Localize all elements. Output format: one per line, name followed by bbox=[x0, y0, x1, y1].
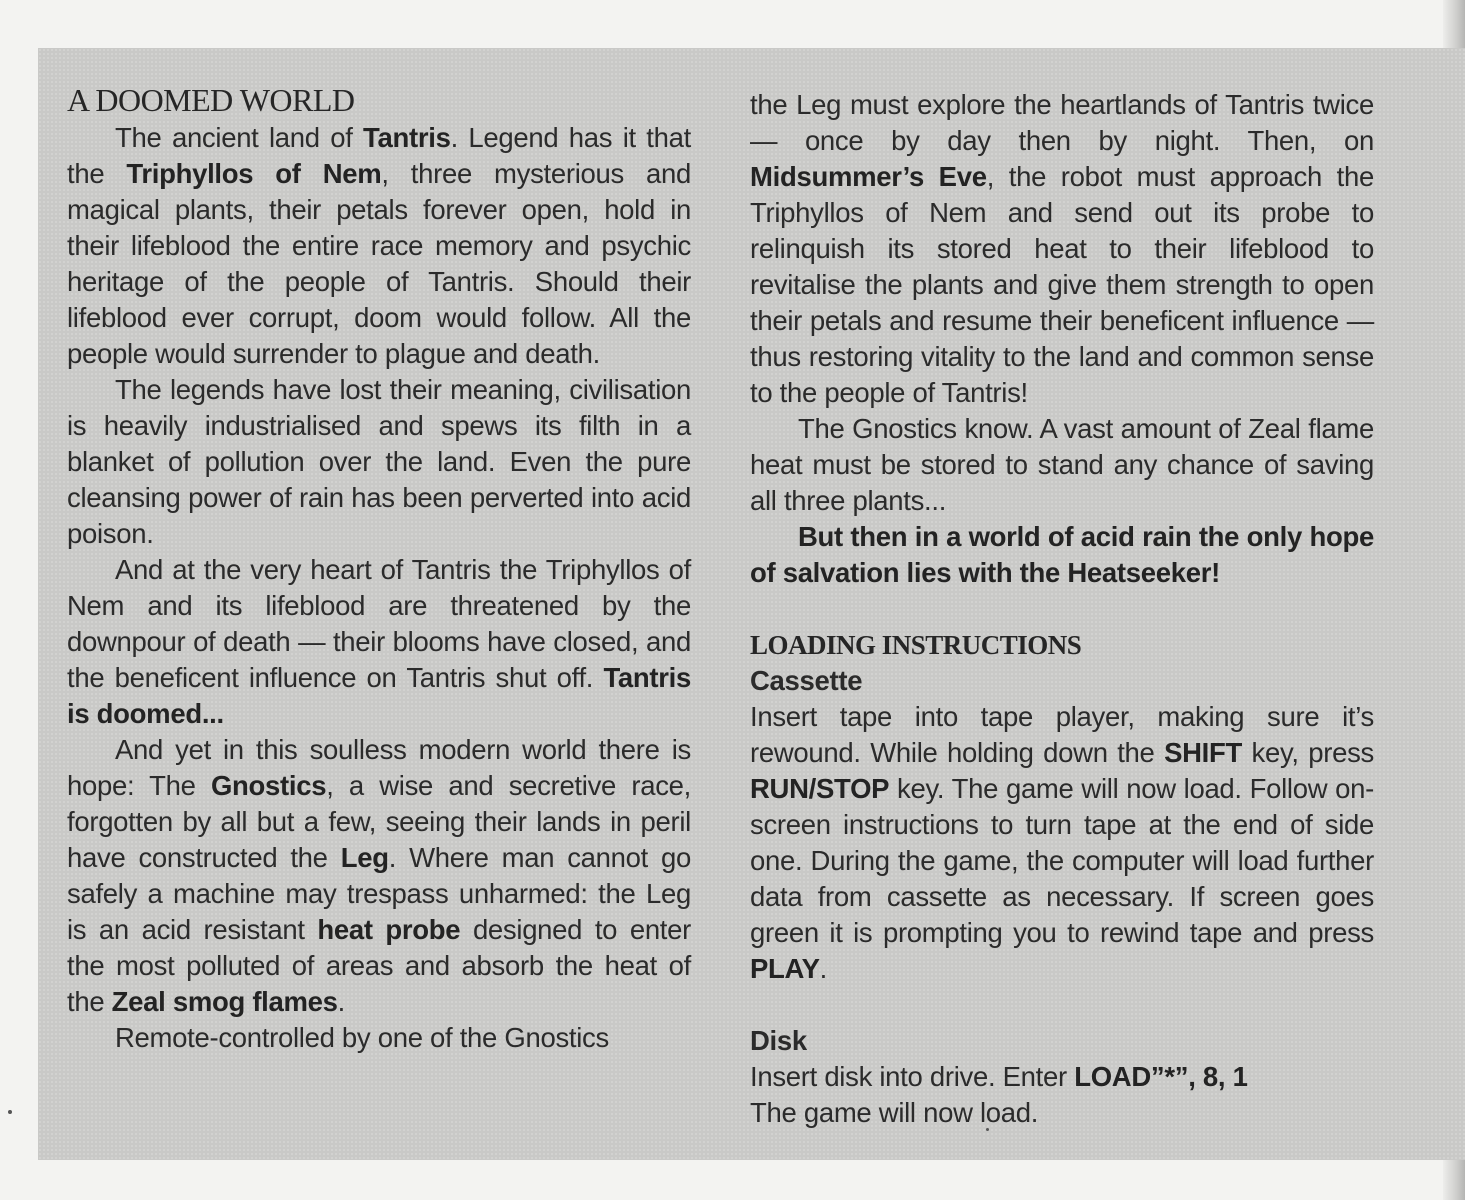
paragraph-gnostics: And yet in this soulless modern world there is hope: The Gnostics, a wise and secretive race, forgotten by all but a few, seeing their lands in peril have constructed the Leg. Where man cannot go safely a machine may trespass unharmed: the Leg is an acid resistant heat probe designed to enter the most polluted of areas and absorb the heat of the Zeal smog flames. bbox=[67, 734, 692, 1017]
spacer bbox=[750, 987, 1374, 1023]
bold-text: Tantris bbox=[363, 122, 451, 153]
bold-text: Zeal smog flames bbox=[111, 986, 338, 1017]
bold-text: SHIFT bbox=[1164, 737, 1243, 768]
bold-text: Gnostics bbox=[210, 770, 327, 801]
bold-text: But then in a world of acid rain the only hope of salvation lies with the Heatseeker! bbox=[750, 521, 1374, 588]
bold-text: Triphyllos of Nem bbox=[126, 158, 382, 189]
print-speck bbox=[986, 1128, 989, 1131]
left-column bbox=[67, 80, 691, 1056]
paragraph-hope bbox=[750, 519, 1374, 591]
disk-label: Disk bbox=[750, 1025, 807, 1056]
paragraph-pollution: The legends have lost their meaning, civilisation is heavily industrialised and spews its filth in a blanket of pollution over the land. Even the pure cleansing power of rain has been perverted into acid poison. bbox=[67, 374, 691, 549]
bold-text: Leg bbox=[340, 842, 389, 873]
right-column bbox=[750, 87, 1374, 1131]
cassette-label: Cassette bbox=[750, 665, 863, 696]
bold-text: Midsummer’s Eve bbox=[750, 161, 987, 192]
loading-instructions-heading: LOADING INSTRUCTIONS bbox=[750, 630, 1082, 660]
bold-text: Tantris is doomed... bbox=[67, 662, 691, 729]
bold-text: heat probe bbox=[317, 914, 461, 945]
bold-text: PLAY bbox=[750, 953, 820, 984]
print-speck bbox=[8, 1110, 12, 1114]
paragraph-threat: And at the very heart of Tantris the Triphyllos of Nem and its lifeblood are threatened by the downpour of death — their blooms have closed, and the beneficent influence on Tantris shut off. Tantris is doomed... bbox=[67, 554, 691, 729]
section-heading: A DOOMED WORLD bbox=[67, 82, 355, 118]
bold-text: LOAD”*”, 8, 1 bbox=[1074, 1061, 1248, 1092]
paragraph-intro: The ancient land of Tantris. Legend has it that the Triphyllos of Nem, three mysterious and magical plants, their petals forever open, hold in their lifeblood the entire race memory and psychic heritage of the people of Tantris. Should their lifeblood ever corrupt, doom would follow. All the people would surrender to plague and death. bbox=[67, 122, 691, 369]
bold-text: RUN/STOP bbox=[750, 773, 890, 804]
paragraph-mission: the Leg must explore the heartlands of Tantris twice — once by day then by night. Then, on Midsummer’s Eve, the robot must approach the Triphyllos of Nem and send out its probe to relinquish its stored heat to their lifeblood to revitalise the plants and give them strength to open their petals and resume their beneficent influence — thus restoring vitality to the land and common sense to the people of Tantris! bbox=[750, 89, 1374, 408]
cassette-instructions: Insert tape into tape player, making sure it’s rewound. While holding down the SHIFT key, press RUN/STOP key. The game will now load. Follow on-screen instructions to turn tape at the end of side one. During the game, the computer will load further data from cassette as necessary. If screen goes green it is prompting you to rewind tape and press PLAY. bbox=[750, 701, 1374, 984]
disk-load-note: The game will now load. bbox=[750, 1097, 1039, 1128]
disk-instructions: Insert disk into drive. Enter LOAD”*”, 8, 1 bbox=[750, 1061, 1248, 1092]
spacer bbox=[750, 591, 1374, 627]
paragraph-remote-control: Remote-controlled by one of the Gnostics bbox=[115, 1022, 609, 1053]
paragraph-gnostics-know: The Gnostics know. A vast amount of Zeal flame heat must be stored to stand any chance of saving all three plants... bbox=[750, 413, 1374, 516]
